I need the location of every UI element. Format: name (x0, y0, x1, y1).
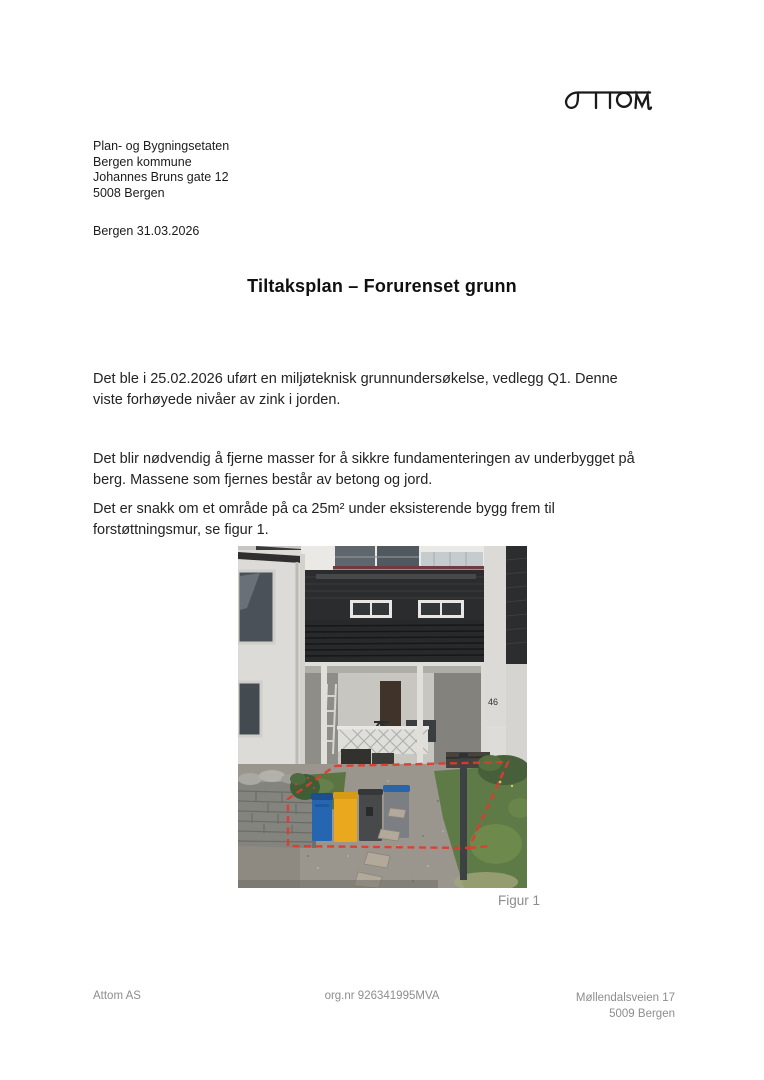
footer-address-street: Møllendalsveien 17 (575, 992, 675, 1004)
figure-1-photo (238, 546, 527, 888)
house-photo (238, 546, 527, 888)
house-number: 46 (488, 697, 499, 707)
paragraph-soil-survey: Det ble i 25.02.2026 uført en miljøteknisk grunnundersøkelse, vedlegg Q1. Denne viste forhøyede nivåer av zink i jorden. (93, 371, 618, 408)
footer-company-name: Attom AS (93, 990, 141, 1002)
document-title: Tiltaksplan – Forurenset grunn (247, 276, 517, 296)
recipient-line-municipality: Bergen kommune (93, 154, 192, 169)
paragraph-area-size: Det er snakk om et område på ca 25m² under eksisterende bygg frem til forstøttningsmur, se figur 1. (93, 501, 555, 538)
recipient-address-block (93, 139, 229, 201)
date-line: Bergen 31.03.2026 (93, 224, 200, 238)
paragraph-mass-removal: Det blir nødvendig å fjerne masser for å sikkre fundamenteringen av underbygget på berg. Massene som fjernes består av betong og jord. (93, 451, 635, 488)
attom-logo-graphic (563, 84, 655, 114)
footer-address-postal: 5009 Bergen (609, 1008, 675, 1020)
figure-caption: Figur 1 (497, 893, 540, 908)
footer-address-block (576, 990, 675, 1022)
recipient-line-agency: Plan- og Bygningsetaten (93, 139, 230, 153)
recipient-line-postal: 5008 Bergen (93, 185, 165, 200)
attom-logo (563, 84, 655, 116)
recipient-line-street: Johannes Bruns gate 12 (93, 170, 229, 184)
footer-org-number: org.nr 926341995MVA (324, 990, 440, 1002)
